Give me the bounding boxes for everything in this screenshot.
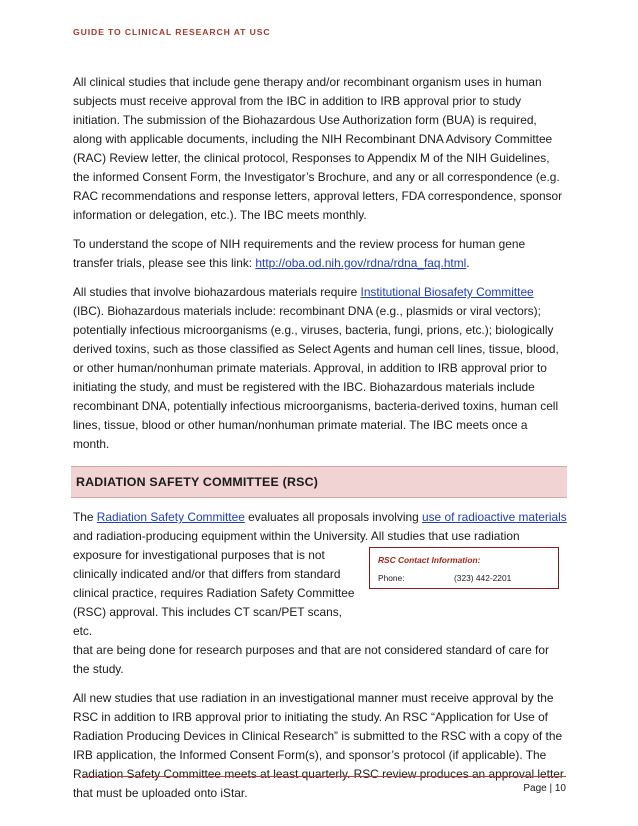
rsc-approval-paragraph: All new studies that use radiation in an investigational manner must receive approval by the RSC in addition to IRB approval prior to initiating the study. An RSC “Application for Use of Radiation Producing Devices in Clinical Research” is submitted to the RSC with a copy of the IRB application, the Informed Consent Form(s), and sponsor’s protocol (if applicable). The Radiation Safety Committee meets at least quarterly. RSC review produces an approval letter that must be uploaded onto iStar. — [73, 691, 564, 800]
ibc-link[interactable]: Institutional Biosafety Committee — [360, 285, 534, 299]
rsc-section-heading: RADIATION SAFETY COMMITTEE (RSC) — [71, 466, 567, 498]
rsc-text-the: The — [73, 510, 97, 524]
rsc-text-line2: and radiation-producing equipment within the University. All studies that use radiation — [73, 529, 520, 543]
rsc-contact-box — [369, 547, 559, 589]
running-header: GUIDE TO CLINICAL RESEARCH AT USC — [73, 27, 271, 37]
biohazard-text-rest: (IBC). Biohazardous materials include: recombinant DNA (e.g., plasmids or viral vectors); potentially infectious microorganisms (e.g., viruses, bacteria, fungi, prions, etc.); biologically derived toxins, such as those classified as Select Agents and human cell lines, tissue, blood, or other human/nonhuman primate materials. Approval, in addition to IRB approval prior to initiating the study, and must be registered with the IBC. Biohazardous materials include recombinant DNA, potentially infectious microorganisms, bacteria-derived toxins, human cell lines, tissue, blood or other human/nonhuman primate material. The IBC meets once a month. — [73, 304, 559, 451]
page-content — [73, 73, 567, 813]
page-number: Page | 10 — [523, 783, 566, 794]
rsc-text-mid: evaluates all proposals involving — [244, 510, 422, 524]
rsc-intro-block — [73, 508, 567, 679]
rsc-link[interactable]: Radiation Safety Committee — [96, 510, 245, 524]
contact-phone-label: Phone: — [378, 573, 405, 583]
contact-box-title: RSC Contact Information: — [378, 555, 481, 565]
contact-phone-value: (323) 442-2201 — [454, 573, 512, 583]
ibc-gene-therapy-paragraph: All clinical studies that include gene therapy and/or recombinant organism uses in human subjects must receive approval from the IBC in addition to IRB approval prior to study initiation. The submission of the Biohazardous Use Authorization form (BUA) is required, along with applicable documents, including the NIH Recombinant DNA Advisory Committee (RAC) Review letter, the clinical protocol, Responses to Appendix M of the NIH Guidelines, the informed Consent Form, the Investigator’s Brochure, and any or all correspondence (e.g. RAC recommendations and response letters, approval letters, FDA correspondence, sponsor information or delegation, etc.). The IBC meets monthly. — [73, 75, 563, 222]
nih-text-end: . — [466, 256, 470, 270]
rsc-text-narrow: exposure for investigational purposes that is not clinically indicated and/or that differs from standard clinical practice, requires Radiation Safety Committee (RSC) approval. This includes CT scan/PET scans, etc. — [73, 548, 355, 638]
nih-faq-link[interactable]: http://oba.od.nih.gov/rdna/rdna_faq.html — [255, 256, 467, 270]
biohazard-text-start: All studies that involve biohazardous materials require — [73, 285, 361, 299]
nih-text: To understand the scope of NIH requirements and the review process for human gene transfer trials, please see this link: — [73, 237, 526, 270]
footer-divider — [82, 776, 566, 777]
nih-link-paragraph — [73, 235, 567, 273]
rsc-intro-tail: that are being done for research purposes and that are not considered standard of care for the study. — [73, 643, 549, 676]
biohazard-paragraph — [73, 283, 567, 454]
radioactive-materials-link[interactable]: use of radioactive materials — [421, 510, 567, 524]
